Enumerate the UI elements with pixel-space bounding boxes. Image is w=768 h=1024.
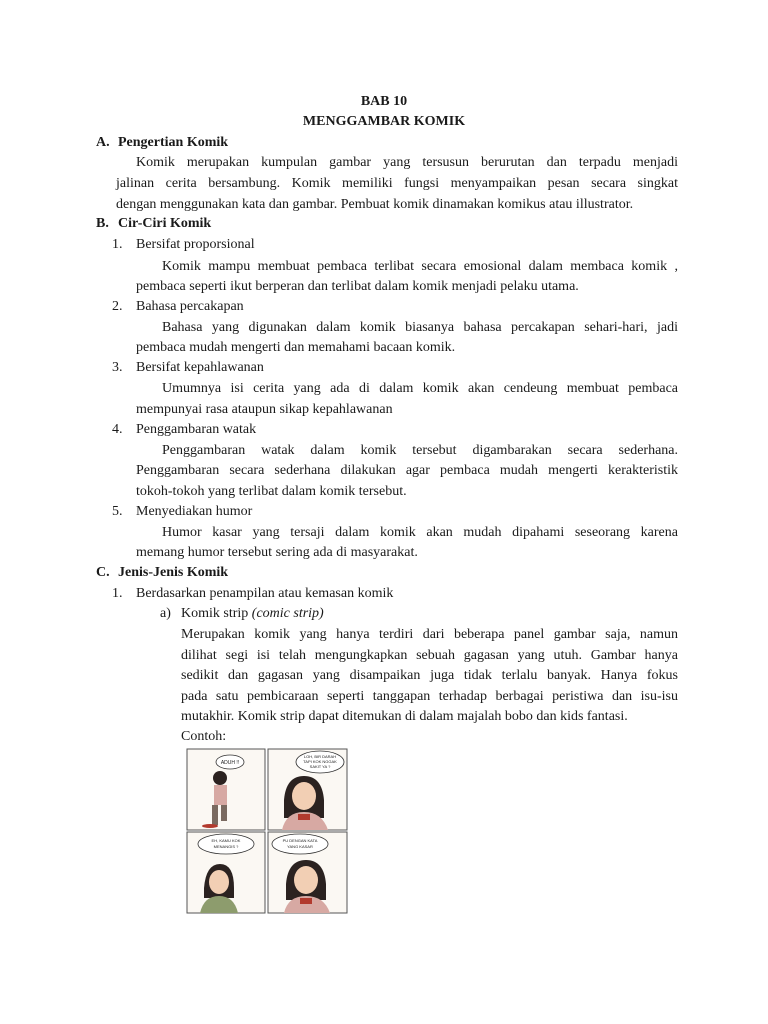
comic-panel-2 xyxy=(268,749,347,830)
paragraph-line: tokoh-tokoh yang terlibat dalam komik tersebut. xyxy=(136,484,407,499)
paragraph-line: dilihat segi isi telah mengungkapkan sebuah gagasan yang utuh. Gambar hanya xyxy=(181,648,678,663)
list-number: 1. xyxy=(112,586,123,601)
list-item-title: Bersifat kepahlawanan xyxy=(136,360,264,375)
comic-bubble-4-line-2: YANG KASAR xyxy=(287,844,313,849)
list-item-title: Berdasarkan penampilan atau kemasan komik xyxy=(136,586,394,601)
paragraph-line: Umumnya isi cerita yang ada di dalam komik akan cendeung membuat pembaca xyxy=(162,381,678,396)
paragraph-line: Komik merupakan kumpulan gambar yang tersusun berurutan dan terpadu menjadi xyxy=(136,155,678,170)
comic-strip-image xyxy=(186,748,348,914)
paragraph-line: mempunyai rasa ataupun sikap kepahlawanan xyxy=(136,402,393,417)
section-b-heading xyxy=(96,216,211,232)
comic-bubble-1: ADUH !! xyxy=(220,760,240,766)
comic-bubble-2-line-3: SAKIT YA ? xyxy=(309,764,331,769)
chapter-number: BAB 10 xyxy=(360,94,408,109)
example-label: Contoh: xyxy=(181,729,227,744)
comic-bubble-2-line-1: LOH, BIR DARAH xyxy=(303,754,337,759)
sub-item-letter: a) xyxy=(160,606,171,621)
list-number: 2. xyxy=(112,299,123,314)
comic-bubble-3-line-1: EH, KAMU KOK xyxy=(211,838,241,843)
sub-item-title-italic: (comic strip) xyxy=(251,606,324,621)
section-a-letter: A. xyxy=(96,135,110,150)
paragraph-line: dengan menggunakan kata dan gambar. Pembuat komik dinamakan komikus atau illustrator. xyxy=(116,197,634,212)
section-c-title: Jenis-Jenis Komik xyxy=(118,565,229,580)
paragraph-line: Penggambaran watak dalam komik tersebut digambarakan secara sederhana. xyxy=(162,443,678,458)
comic-panel-4 xyxy=(268,832,347,913)
comic-bubble-4-line-1: PU DENGAN KATA xyxy=(282,838,318,843)
sub-item-title xyxy=(181,606,324,622)
paragraph-line: Bahasa yang digunakan dalam komik biasanya bahasa percakapan sehari-hari, jadi xyxy=(162,320,678,335)
list-item-title: Bersifat proporsional xyxy=(136,237,255,252)
sub-item-title-text: Komik strip xyxy=(181,606,252,621)
list-number: 1. xyxy=(112,237,123,252)
section-a-title: Pengertian Komik xyxy=(118,135,229,150)
paragraph-line: pembaca mudah mengerti dan memahami bacaan komik. xyxy=(136,340,456,355)
comic-bubble-2-line-2: TAPI KOK NGGAK xyxy=(303,759,337,764)
section-c-letter: C. xyxy=(96,565,110,580)
list-item-title: Penggambaran watak xyxy=(136,422,257,437)
section-a-heading xyxy=(96,135,228,151)
paragraph-line: mutakhir. Komik strip dapat ditemukan di dalam majalah bobo dan kids fantasi. xyxy=(181,709,628,724)
paragraph-line: Merupakan komik yang hanya terdiri dari beberapa panel gambar saja, namun xyxy=(181,627,678,642)
paragraph-line: jalinan cerita bersambung. Komik memiliki fungsi menyampaikan pesan secara singkat xyxy=(116,176,678,191)
paragraph-line: Penggambaran secara sederhana dilakukan agar pembaca mudah mengerti kerakteristik xyxy=(136,463,678,478)
list-number: 3. xyxy=(112,360,123,375)
comic-bubble-3-line-2: MENANGIS ? xyxy=(213,844,239,849)
paragraph-line: pada satu pembicaraan seperti tanggapan terhadap berbagai peristiwa dan isu-isu xyxy=(181,689,678,704)
paragraph-line: Komik mampu membuat pembaca terlibat secara emosional dalam membaca komik , xyxy=(162,259,678,274)
section-b-letter: B. xyxy=(96,216,109,231)
list-number: 4. xyxy=(112,422,123,437)
comic-panel-1 xyxy=(187,749,265,830)
paragraph-line: pembaca seperti ikut berperan dan terlibat dalam komik menjadi pelaku utama. xyxy=(136,279,579,294)
comic-panel-3 xyxy=(187,832,265,913)
paragraph-line: sedikit dan gagasan yang disampaikan juga tidak terlalu banyak. Hanya fokus xyxy=(181,668,678,683)
list-item-title: Bahasa percakapan xyxy=(136,299,244,314)
chapter-title: MENGGAMBAR KOMIK xyxy=(302,114,466,129)
list-number: 5. xyxy=(112,504,123,519)
list-item-title: Menyediakan humor xyxy=(136,504,253,519)
paragraph-line: Humor kasar yang tersaji dalam komik akan mudah dipahami seseorang karena xyxy=(162,525,678,540)
section-b-title: Cir-Ciri Komik xyxy=(118,216,212,231)
section-c-heading xyxy=(96,565,228,581)
paragraph-line: memang humor tersebut sering ada di masyarakat. xyxy=(136,545,418,560)
